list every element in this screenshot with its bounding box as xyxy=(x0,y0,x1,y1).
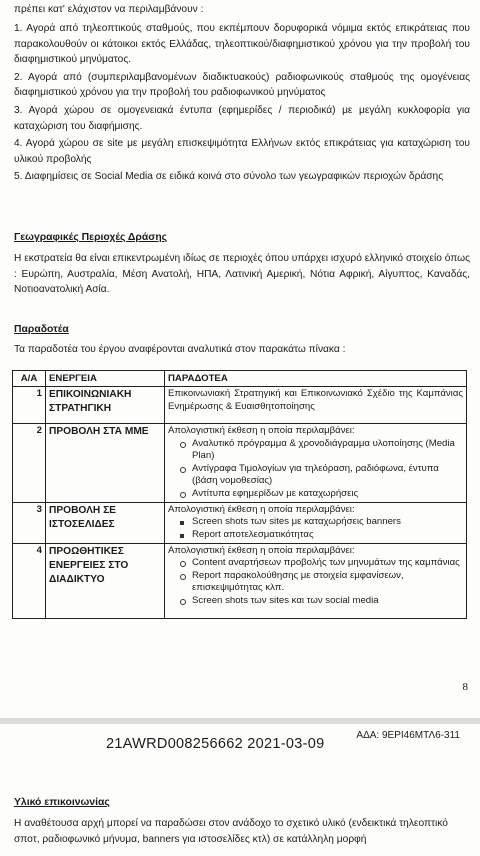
deliverables-text: Τα παραδοτέα του έργου αναφέρονται αναλυτικά στον παρακάτω πίνακα : xyxy=(14,344,346,355)
column-header: ΕΝΕΡΓΕΙΑ xyxy=(46,371,165,387)
row-number: 2 xyxy=(13,424,46,503)
row-number: 3 xyxy=(13,502,46,543)
table-row xyxy=(13,424,467,503)
list-item: Αναλυτικό πρόγραμμα & χρονοδιάγραμμα υλοποίησης (Media Plan) xyxy=(168,438,463,463)
list-item: Report αποτελεσματικότητας xyxy=(168,529,463,542)
media-purchase-list xyxy=(14,21,470,185)
geo-heading: Γεωγραφικές Περιοχές Δράσης xyxy=(14,232,168,243)
row-deliverable xyxy=(165,543,467,618)
row-action: ΠΡΟΒΟΛΗ ΣΕ ΙΣΤΟΣΕΛΙΔΕΣ xyxy=(46,502,165,543)
intro-text: πρέπει κατ' ελάχιστον να περιλαμβάνουν : xyxy=(14,4,204,15)
deliverable-intro: Απολογιστική έκθεση η οποία περιλαμβάνει: xyxy=(168,503,355,515)
deliverable-intro: Απολογιστική έκθεση η οποία περιλαμβάνει: xyxy=(168,544,355,556)
deliverable-list xyxy=(168,557,463,607)
list-item: Αντίτυπα εφημερίδων με καταχωρήσεις xyxy=(168,488,463,501)
list-item: 5. Διαφημίσεις σε Social Media σε ειδικά κοινά στο σύνολο των γεωγραφικών περιοχών δράσης xyxy=(14,171,444,183)
deliverables-table xyxy=(12,370,467,619)
materials-text: Η αναθέτουσα αρχή μπορεί να παραδώσει στον ανάδοχο το σχετικό υλικό (ενδεικτικά τηλεοπτικό σποτ, ραδιοφωνικό μήνυμα, banners για ιστοσελίδες κτλ) σε κατάλληλη μορφή xyxy=(14,818,448,845)
materials-heading: Υλικό επικοινωνίας xyxy=(14,797,110,808)
table-row xyxy=(13,387,467,424)
deliverable-list xyxy=(168,516,463,541)
document-code: 21AWRD008256662 2021-03-09 xyxy=(106,736,325,752)
table-row xyxy=(13,502,467,543)
row-deliverable: Επικοινωνιακή Στρατηγική και Επικοινωνιακό Σχέδιο της Καμπάνιας Ενημέρωσης & Ευαισθητοποίησης xyxy=(165,387,467,424)
list-item: 4. Αγορά χώρου σε site με μεγάλη επισκεψιμότητα Ελλήνων εκτός επικράτειας για καταχώριση του υλικού προβολής xyxy=(14,138,470,165)
row-action: ΕΠΙΚΟΙΝΩΝΙΑΚΗ ΣΤΡΑΤΗΓΙΚΗ xyxy=(46,387,165,424)
list-item: Content αναρτήσεων προβολής των μηνυμάτων της καμπάνιας xyxy=(168,557,463,570)
column-header: ΠΑΡΑΔΟΤΕΑ xyxy=(165,371,467,387)
table-header-row xyxy=(13,371,467,387)
deliverable-list xyxy=(168,438,463,501)
list-item: Αντίγραφα Τιμολογίων για τηλεόραση, ραδιόφωνα, έντυπα (βάση νομοθεσίας) xyxy=(168,463,463,488)
row-action: ΠΡΟΩΘΗΤΙΚΕΣ ΕΝΕΡΓΕΙΕΣ ΣΤΟ ΔΙΑΔΙΚΤΥΟ xyxy=(46,543,165,618)
row-action: ΠΡΟΒΟΛΗ ΣΤΑ ΜΜΕ xyxy=(46,424,165,503)
deliverable-intro: Απολογιστική έκθεση η οποία περιλαμβάνει: xyxy=(168,425,355,436)
list-item: Screen shots των sites και των social media xyxy=(168,595,463,608)
list-item: Report παρακολούθησης με στοιχεία εμφανίσεων, επισκεψιμότητας κλπ. xyxy=(168,570,463,595)
table-row xyxy=(13,543,467,618)
row-deliverable xyxy=(165,424,467,503)
list-item: Screen shots των sites με καταχωρήσεις banners xyxy=(168,516,463,529)
list-item: 3. Αγορά χώρου σε ομογενειακά έντυπα (εφημερίδες / περιοδικά) με μεγάλη κυκλοφορία για καταχώριση του διαφήμισης. xyxy=(14,104,470,132)
document-page-2 xyxy=(0,724,480,856)
geo-text: Η εκστρατεία θα είναι επικεντρωμένη ιδίως σε περιοχές όπου υπάρχει ισχυρό ελληνικό στοιχείο όπως : Ευρώπη, Αυστραλία, Μέση Ανατολή, ΗΠΑ, Λατινική Αμερική, Νότια Αφρική, Αίγυπτος, Καναδάς, Νοτιοανατολική Ασία. xyxy=(14,253,470,295)
deliverables-heading: Παραδοτέα xyxy=(14,324,69,335)
row-number: 4 xyxy=(13,543,46,618)
row-number: 1 xyxy=(13,387,46,424)
row-deliverable xyxy=(165,502,467,543)
list-item: 2. Αγορά από (συμπεριλαμβανομένων διαδικτυακούς) ραδιοφωνικούς σταθμούς της ομογένειας διαφημιστικού χρόνου για την προβολή του ραδιοφωνικού μηνύματος xyxy=(14,71,470,99)
column-header: Α/Α xyxy=(13,371,46,387)
ada-code: ΑΔΑ: 9ΕΡΙ46ΜΤΛ6-311 xyxy=(356,730,460,741)
list-item: 1. Αγορά από τηλεοπτικούς σταθμούς, που εκπέμπουν δορυφορικά νόμιμα εκτός επικράτειας που παρακολουθούν οι κάτοικοι εκτός Ελλάδας, τηλεοπτικού/διαφημιστικού χρόνου για την προβολή του διαφημιστικού μηνύματος. xyxy=(14,23,470,66)
page-number: 8 xyxy=(462,681,468,693)
